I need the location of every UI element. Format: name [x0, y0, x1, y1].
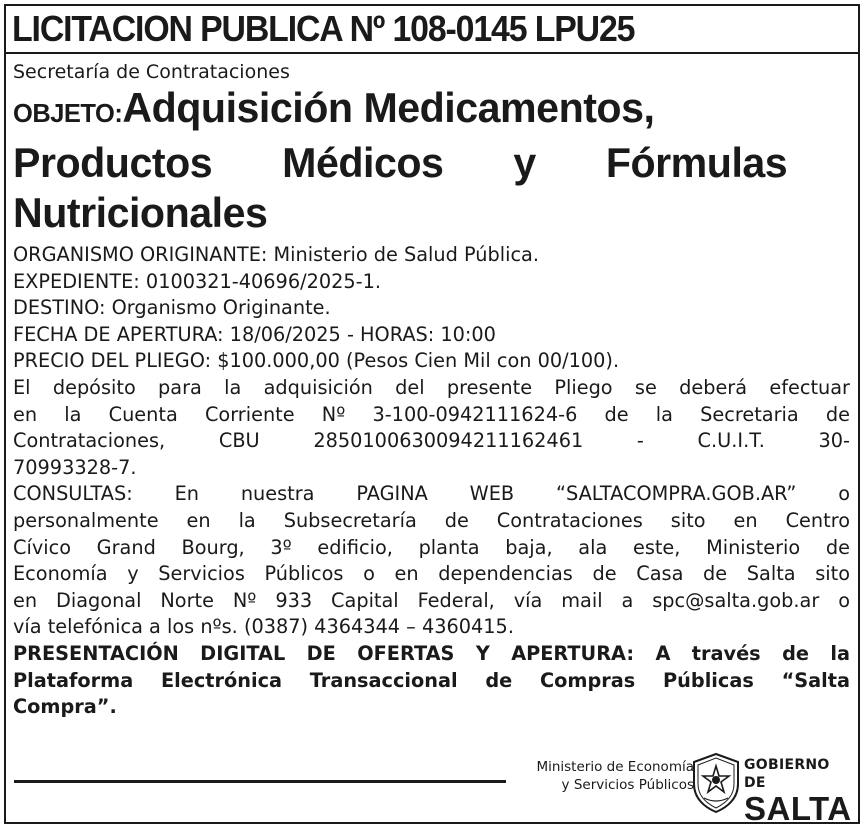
salta-seal-icon — [690, 752, 742, 814]
objeto-line-1: OBJETO:Adquisición Medicamentos, — [13, 84, 655, 131]
notice-content — [6, 54, 858, 721]
objeto — [13, 83, 787, 238]
title-bar — [6, 6, 858, 54]
objeto-line-3: Nutricionales — [13, 189, 268, 236]
deposito-line-4: 70993328-7. — [13, 455, 137, 479]
deposito-line-3: Contrataciones, CBU 2850100630094211162461 - C.U.I.T. 30- — [13, 429, 850, 453]
presentacion-line-1: PRESENTACIÓN DIGITAL DE OFERTAS Y APERTURA: A través de la — [13, 641, 850, 665]
footer-rule — [14, 780, 506, 783]
notice-title: LICITACION PUBLICA Nº 108-0145 LPU25 — [12, 8, 635, 49]
notice-frame — [4, 4, 860, 827]
objeto-label: OBJETO: — [13, 98, 123, 128]
consultas-line-5: en Diagonal Norte Nº 933 Capital Federal, vía mail a spc@salta.gob.ar o — [13, 588, 850, 612]
presentacion-line-2: Plataforma Electrónica Transaccional de Compras Públicas “Salta — [13, 668, 850, 692]
department: Secretaría de Contrataciones — [13, 61, 290, 83]
destino: DESTINO: Organismo Originante. — [13, 296, 331, 320]
gov-salta-logo: GOBIERNO DE SALTA — [744, 757, 852, 827]
expediente: EXPEDIENTE: 0100321-40696/2025-1. — [13, 269, 382, 293]
consultas-line-1: CONSULTAS: En nuestra PAGINA WEB “SALTACOMPRA.GOB.AR” o — [13, 482, 850, 506]
consultas-line-3: Cívico Grand Bourg, 3º edificio, planta baja, ala este, Ministerio de — [13, 535, 850, 559]
consultas-line-6: vía telefónica a los nºs. (0387) 4364344 – 4360415. — [13, 615, 514, 639]
ministry-name: Ministerio de Economía y Servicios Públicos — [536, 759, 694, 793]
precio-pliego: PRECIO DEL PLIEGO: $100.000,00 (Pesos Cien Mil con 00/100). — [13, 349, 620, 373]
organismo: ORGANISMO ORIGINANTE: Ministerio de Salud Pública. — [13, 243, 539, 266]
notice-body — [13, 242, 850, 721]
deposito-line-2: en la Cuenta Corriente Nº 3-100-0942111624-6 de la Secretaria de — [13, 402, 850, 426]
consultas-line-4: Economía y Servicios Públicos o en dependencias de Casa de Salta sito — [13, 562, 850, 586]
deposito-line-1: El depósito para la adquisición del presente Pliego se deberá efectuar — [13, 375, 850, 399]
objeto-line-2: Productos Médicos y Fórmulas — [13, 139, 788, 186]
fecha-apertura: FECHA DE APERTURA: 18/06/2025 - HORAS: 10:00 — [13, 322, 496, 346]
footer — [6, 752, 858, 827]
presentacion-line-3: Compra”. — [13, 695, 117, 719]
consultas-line-2: personalmente en la Subsecretaría de Contrataciones sito en Centro — [13, 508, 850, 532]
